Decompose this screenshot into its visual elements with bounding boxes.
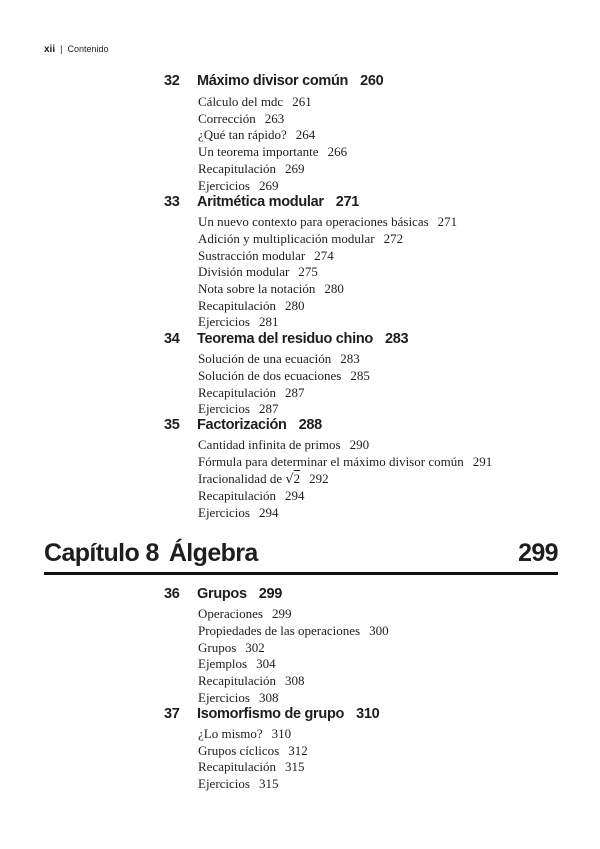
entry-title: Grupos <box>198 640 237 655</box>
entry-page: 269 <box>284 161 305 176</box>
entry-page: 302 <box>245 640 265 655</box>
section-title: Máximo divisor común <box>197 73 349 89</box>
toc-entry[interactable] <box>198 160 304 177</box>
entry-page: 283 <box>340 351 360 366</box>
entry-title: Sustracción modular <box>198 248 306 263</box>
toc-entry[interactable] <box>198 758 304 775</box>
toc-entry[interactable] <box>198 280 344 297</box>
chapter-divider <box>44 572 558 575</box>
entry-page: 275 <box>298 264 318 279</box>
entry-page: 300 <box>369 623 389 638</box>
toc-entry[interactable] <box>198 725 291 742</box>
toc-section-33[interactable] <box>164 193 359 212</box>
section-number: 36 <box>164 586 180 602</box>
toc-entry[interactable] <box>198 247 334 264</box>
chapter-heading[interactable] <box>44 535 258 571</box>
toc-entry[interactable] <box>198 143 347 160</box>
entry-title: Cálculo del mdc <box>198 94 284 109</box>
toc-entry[interactable] <box>198 350 360 367</box>
entry-title: Recapitulación <box>198 385 276 400</box>
toc-section-36[interactable] <box>164 585 282 604</box>
toc-entry[interactable] <box>198 126 315 143</box>
toc-section-35[interactable] <box>164 416 322 435</box>
entry-page: 274 <box>314 248 334 263</box>
entry-page: 294 <box>284 488 305 503</box>
entry-page: 291 <box>472 454 493 469</box>
entry-title: Recapitulación <box>198 488 276 503</box>
toc-entry[interactable] <box>198 453 492 470</box>
toc-section-37[interactable] <box>164 705 379 724</box>
toc-entry[interactable] <box>198 313 278 330</box>
entry-page: 281 <box>258 314 279 329</box>
entry-title: Grupos cíclicos <box>198 743 280 758</box>
section-title: Teorema del residuo chino <box>197 331 373 347</box>
section-number: 33 <box>164 194 180 210</box>
toc-entry[interactable] <box>198 689 278 706</box>
toc-section-34[interactable] <box>164 330 408 349</box>
entry-page: 266 <box>327 144 348 159</box>
toc-entry[interactable] <box>198 470 329 487</box>
entry-title: Ejercicios <box>198 401 250 416</box>
section-number: 32 <box>164 73 180 89</box>
toc-entry[interactable] <box>198 655 276 672</box>
entry-title: Iracionalidad de <box>198 471 283 486</box>
toc-entry[interactable] <box>198 367 370 384</box>
entry-title: División modular <box>198 264 290 279</box>
toc-entry[interactable] <box>198 672 304 689</box>
section-page: 299 <box>258 586 283 602</box>
header-section: Contenido <box>67 44 109 54</box>
toc-entry[interactable] <box>198 213 457 230</box>
section-title: Isomorfismo de grupo <box>197 706 345 722</box>
entry-page: 261 <box>292 94 312 109</box>
chapter-name: Álgebra <box>168 539 258 567</box>
entry-page: 310 <box>271 726 292 741</box>
entry-title: Recapitulación <box>198 673 276 688</box>
entry-page: 315 <box>284 759 305 774</box>
entry-title: Recapitulación <box>198 161 276 176</box>
toc-entry[interactable] <box>198 639 265 656</box>
entry-page: 285 <box>350 368 370 383</box>
entry-title: Cantidad infinita de primos <box>198 437 341 452</box>
entry-page: 263 <box>264 111 285 126</box>
toc-section-32[interactable] <box>164 72 383 91</box>
entry-page: 315 <box>258 776 279 791</box>
toc-entry[interactable] <box>198 177 278 194</box>
entry-title: Ejercicios <box>198 505 250 520</box>
entry-page: 287 <box>284 385 305 400</box>
running-header <box>44 44 109 55</box>
chapter-page: 299 <box>518 539 558 567</box>
toc-entry[interactable] <box>198 504 278 521</box>
section-page: 288 <box>298 417 322 433</box>
entry-page: 294 <box>258 505 279 520</box>
entry-title: Ejercicios <box>198 178 250 193</box>
section-page: 283 <box>384 331 409 347</box>
entry-title: Recapitulación <box>198 759 276 774</box>
entry-page: 264 <box>295 127 316 142</box>
chapter-label: Capítulo 8 <box>44 539 159 567</box>
entry-title: Ejercicios <box>198 690 250 705</box>
toc-entry[interactable] <box>198 487 304 504</box>
section-title: Aritmética modular <box>197 194 324 210</box>
entry-page: 287 <box>258 401 279 416</box>
entry-page: 299 <box>271 606 292 621</box>
entry-page: 312 <box>288 743 308 758</box>
toc-entry[interactable] <box>198 93 312 110</box>
sqrt-argument: 2 <box>293 471 301 486</box>
toc-entry[interactable] <box>198 775 278 792</box>
entry-page: 272 <box>383 231 404 246</box>
toc-entry[interactable] <box>198 400 278 417</box>
entry-title: Ejercicios <box>198 776 250 791</box>
header-separator: | <box>60 44 63 54</box>
toc-entry[interactable] <box>198 110 284 127</box>
toc-entry[interactable] <box>198 384 304 401</box>
entry-title: ¿Lo mismo? <box>198 726 263 741</box>
entry-page: 280 <box>284 298 305 313</box>
entry-title: Solución de una ecuación <box>198 351 332 366</box>
entry-title: Propiedades de las operaciones <box>198 623 361 638</box>
entry-page: 280 <box>324 281 344 296</box>
toc-entry[interactable] <box>198 263 318 280</box>
section-page: 260 <box>360 73 384 89</box>
toc-entry[interactable] <box>198 230 403 247</box>
entry-title: Corrección <box>198 111 256 126</box>
entry-title: ¿Qué tan rápido? <box>198 127 287 142</box>
entry-page: 290 <box>349 437 370 452</box>
entry-page: 304 <box>256 656 276 671</box>
entry-title: Solución de dos ecuaciones <box>198 368 342 383</box>
entry-title: Ejercicios <box>198 314 250 329</box>
toc-entry[interactable] <box>198 742 308 759</box>
entry-page: 292 <box>309 471 329 486</box>
section-number: 37 <box>164 706 180 722</box>
section-page: 310 <box>356 706 380 722</box>
entry-page: 308 <box>284 673 305 688</box>
entry-title: Un nuevo contexto para operaciones básicas <box>198 214 429 229</box>
entry-page: 271 <box>437 214 458 229</box>
section-title: Grupos <box>197 586 247 602</box>
toc-entry[interactable] <box>198 297 304 314</box>
entry-title: Fórmula para determinar el máximo divisor común <box>198 454 464 469</box>
entry-title: Recapitulación <box>198 298 276 313</box>
toc-entry[interactable] <box>198 605 291 622</box>
section-number: 34 <box>164 331 180 347</box>
entry-title: Nota sobre la notación <box>198 281 316 296</box>
section-title: Factorización <box>197 417 287 433</box>
page-number: xii <box>44 44 56 55</box>
entry-page: 308 <box>258 690 279 705</box>
toc-entry[interactable] <box>198 436 369 453</box>
entry-title: Operaciones <box>198 606 263 621</box>
section-number: 35 <box>164 417 180 433</box>
toc-entry[interactable] <box>198 622 389 639</box>
entry-title: Ejemplos <box>198 656 248 671</box>
entry-page: 269 <box>258 178 279 193</box>
section-page: 271 <box>335 194 360 210</box>
sqrt-symbol: √ <box>285 472 294 487</box>
entry-title: Un teorema importante <box>198 144 319 159</box>
entry-title: Adición y multiplicación modular <box>198 231 375 246</box>
